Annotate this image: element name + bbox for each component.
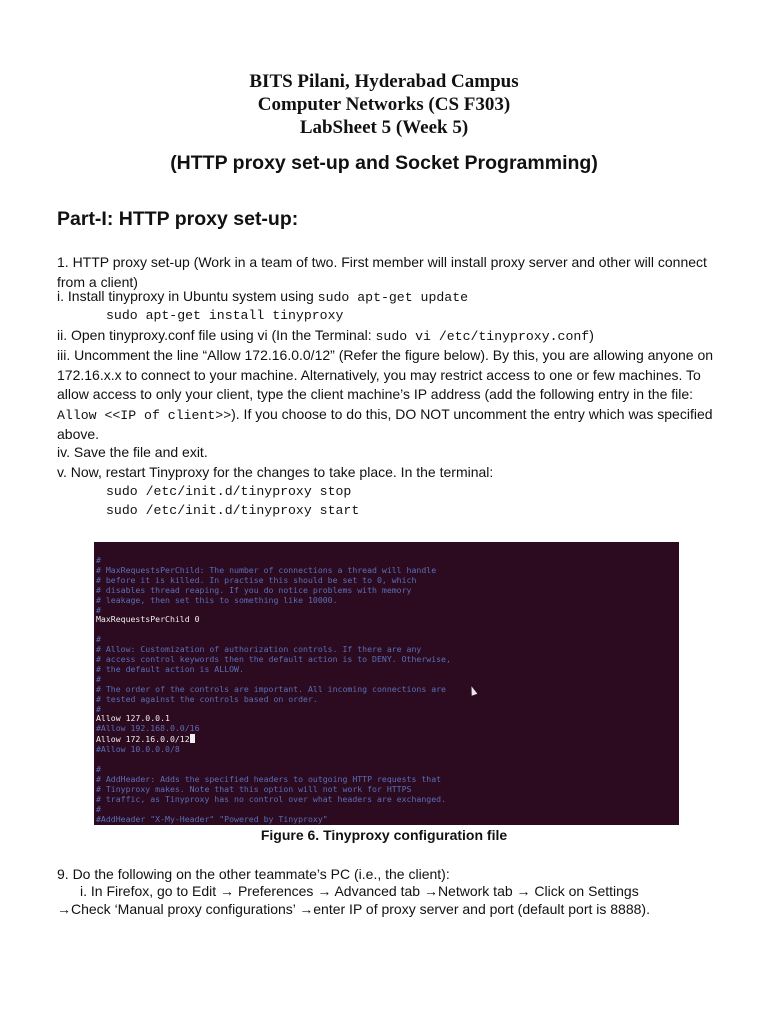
terminal-line: # tested against the controls based on order. <box>96 693 318 704</box>
step-9-text: 9. Do the following on the other teammate’s PC (i.e., the client): <box>57 866 450 882</box>
header-course: Computer Networks (CS F303) <box>257 94 511 115</box>
part-heading: Part-I: HTTP proxy set-up: <box>57 208 299 230</box>
document-subtitle: (HTTP proxy set-up and Socket Programming) <box>170 152 598 174</box>
terminal-line: Allow 127.0.0.1 <box>96 713 170 724</box>
terminal-line <box>94 625 679 635</box>
step-v-text: v. Now, restart Tinyproxy for the changes to take place. In the terminal: <box>57 464 494 480</box>
terminal-line: # MaxRequestsPerChild: The number of connections a thread will handle <box>96 564 437 575</box>
step-ii-text: ii. Open tinyproxy.conf file using vi (In the Terminal: <box>57 327 376 343</box>
terminal-line: # <box>96 604 101 615</box>
step-ii-command: sudo vi /etc/tinyproxy.conf <box>375 329 590 344</box>
terminal-line: # AddHeader: Adds the specified headers to outgoing HTTP requests that <box>96 773 442 784</box>
terminal-line: # the default action is ALLOW. <box>96 663 244 674</box>
terminal-line: # traffic, as Tinyproxy has no control over what headers are exchanged. <box>96 793 446 804</box>
terminal-line: # before it is killed. In practise this should be set to 0, which <box>96 574 417 585</box>
terminal-line: # <box>96 634 101 645</box>
header-labsheet: LabSheet 5 (Week 5) <box>299 117 469 138</box>
figure-caption: Figure 6. Tinyproxy configuration file <box>260 827 508 843</box>
step-9-i-text: i. In Firefox, go to Edit → Preferences → Advanced tab →Network tab → Click on Settings <box>80 883 639 899</box>
step-iii-command: Allow <<IP of client>> <box>57 407 232 423</box>
text-cursor <box>190 734 195 743</box>
terminal-line <box>94 755 679 765</box>
terminal-line: #Allow 10.0.0.0/8 <box>96 744 180 755</box>
terminal-line: # Tinyproxy makes. Note that this option will not work for HTTPS <box>96 783 412 794</box>
step-ii-line <box>57 326 594 346</box>
step-iii-text: iii. Uncomment the line “Allow 172.16.0.0/12” (Refer the figure below). By this, you are allowing anyone on 172.16.x.x to connect to your machine. Alternatively, you may restrict access to one or few machines. To allow access to only your client, type the client machine’s IP address (add the following entry in the file: <box>57 347 714 403</box>
step-9-i-continuation: →Check ‘Manual proxy configurations’ →enter IP of proxy server and port (default port is 8888). <box>57 901 650 917</box>
terminal-line: # Allow: Customization of authorization controls. If there are any <box>96 644 422 655</box>
step-ii-end: ) <box>589 327 594 343</box>
header-institution: BITS Pilani, Hyderabad Campus <box>249 71 519 92</box>
terminal-line: Allow 172.16.0.0/12 <box>94 734 679 745</box>
terminal-line: # <box>96 803 101 814</box>
step-i-text: i. Install tinyproxy in Ubuntu system using <box>57 288 318 304</box>
step-i-command-install: sudo apt-get install tinyproxy <box>106 308 344 323</box>
terminal-line: # leakage, then set this to something like 10000. <box>96 594 338 605</box>
terminal-line: MaxRequestsPerChild 0 <box>96 614 200 625</box>
terminal-line: # The order of the controls are important. All incoming connections are <box>96 683 446 694</box>
terminal-line: #AddHeader "X-My-Header" "Powered by Tinyproxy" <box>96 813 328 824</box>
step-1-text: 1. HTTP proxy set-up (Work in a team of two. First member will install proxy server and other will connect from a client) <box>57 254 707 290</box>
step-iii-paragraph <box>57 346 725 445</box>
terminal-line: # access control keywords then the default action is to DENY. Otherwise, <box>96 654 451 665</box>
terminal-line: # <box>96 673 101 684</box>
terminal-line: # disables thread reaping. If you do notice problems with memory <box>96 584 412 595</box>
step-v-command-start: sudo /etc/init.d/tinyproxy start <box>106 503 360 518</box>
terminal-line: # <box>96 555 101 565</box>
step-iv-text: iv. Save the file and exit. <box>57 444 208 460</box>
step-i-command-update: sudo apt-get update <box>317 290 469 305</box>
terminal-line: #Allow 192.168.0.0/16 <box>96 723 200 734</box>
terminal-line: # <box>96 764 101 774</box>
step-v-command-stop: sudo /etc/init.d/tinyproxy stop <box>106 484 352 499</box>
terminal-line: # <box>96 703 101 714</box>
step-iii-end: ). If you choose to do this, DO NOT uncomment the entry which was specified above. <box>57 405 713 443</box>
step-i-line <box>57 287 468 307</box>
terminal-screenshot <box>94 542 679 825</box>
